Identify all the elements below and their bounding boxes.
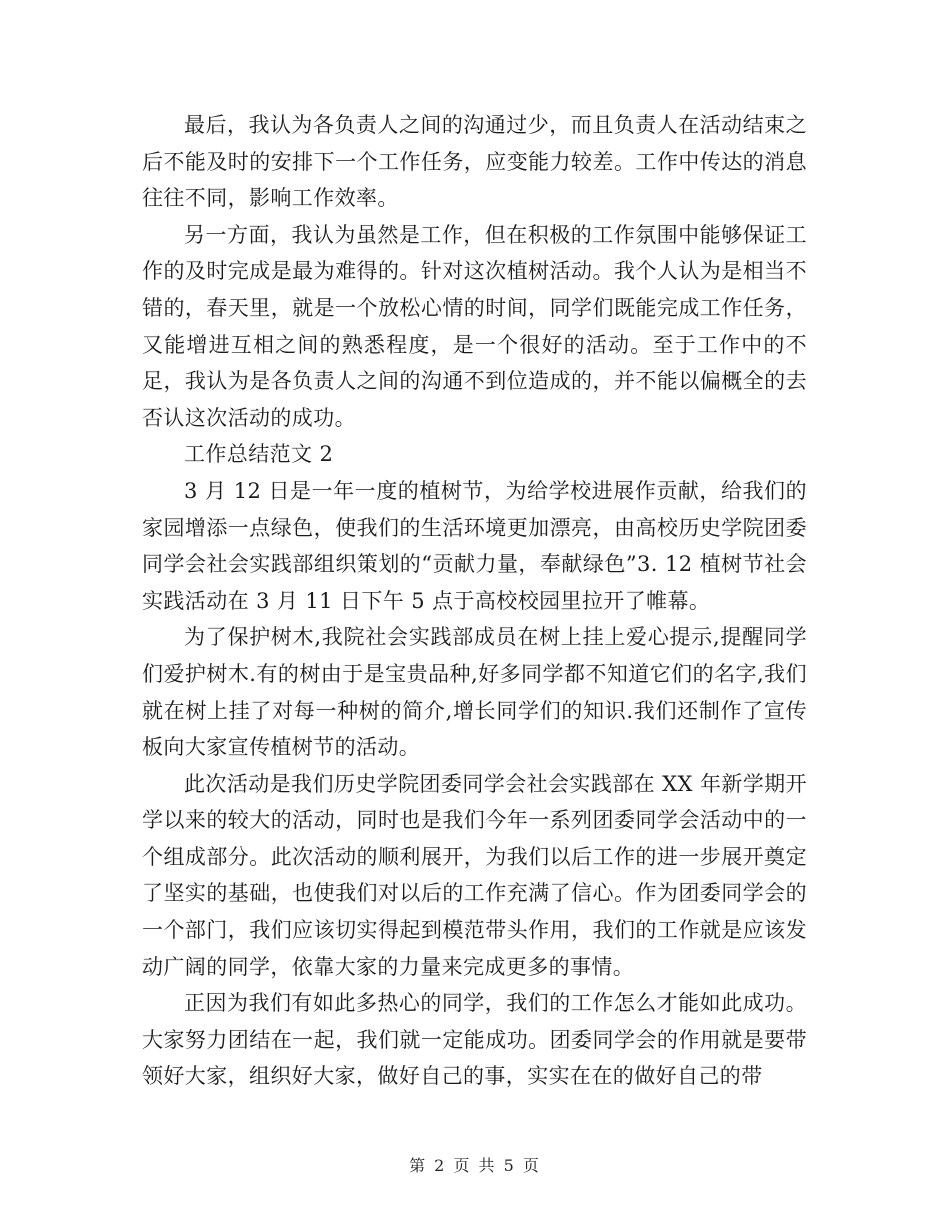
page-footer: 第 2 页 共 5 页 [409, 1156, 541, 1175]
paragraph-activity-significance: 此次活动是我们历史学院团委同学会社会实践部在 XX 年新学期开学以来的较大的活动，同时也是我们今年一系列团委同学会活动中的一个组成部分。此次活动的顺利展开，为我们以后工作的进一步展开奠定了坚实的基础，也使我们对以后的工作充满了信心。作为团委同学会的一个部门，我们应该切实得起到模范带头作用，我们的工作就是应该发动广阔的同学，依靠大家的力量来完成更多的事情。 [142, 771, 807, 979]
paragraph-protect-trees: 为了保护树木,我院社会实践部成员在树上挂上爱心提示,提醒同学们爱护树木.有的树由于是宝贵品种,好多同学都不知道它们的名字,我们就在树上挂了对每一种树的简介,增长同学们的知识.我们还制作了宣传板向大家宣传植树节的活动。 [142, 625, 807, 760]
paragraph-enthusiastic-students: 正因为我们有如此多热心的同学，我们的工作怎么才能如此成功。大家努力团结在一起，我们就一定能成功。团委同学会的作用就是要带领好大家，组织好大家，做好自己的事，实实在在的做好自己的带 [142, 991, 807, 1089]
paragraph-work-atmosphere: 另一方面，我认为虽然是工作，但在积极的工作氛围中能够保证工作的及时完成是最为难得的。针对这次植树活动。我个人认为是相当不错的，春天里，就是一个放松心情的时间，同学们既能完成工作任务，又能增进互相之间的熟悉程度，是一个很好的活动。至于工作中的不足，我认为是各负责人之间的沟通不到位造成的，并不能以偏概全的去否认这次活动的成功。 [142, 222, 807, 430]
section-heading: 工作总结范文 2 [184, 442, 334, 467]
paragraph-arbor-day: 3 月 12 日是一年一度的植树节，为给学校进展作贡献，给我们的家园增添一点绿色，使我们的生活环境更加漂亮，由高校历史学院团委同学会社会实践部组织策划的“贡献力量，奉献绿色”3. 12 植树节社会实践活动在 3 月 11 日下午 5 点于高校校园里拉开了帷幕。 [142, 478, 807, 613]
document-body [142, 107, 807, 1095]
paragraph-communication: 最后，我认为各负责人之间的沟通过少，而且负责人在活动结束之后不能及时的安排下一个工作任务，应变能力较差。工作中传达的消息往往不同，影响工作效率。 [142, 113, 807, 211]
